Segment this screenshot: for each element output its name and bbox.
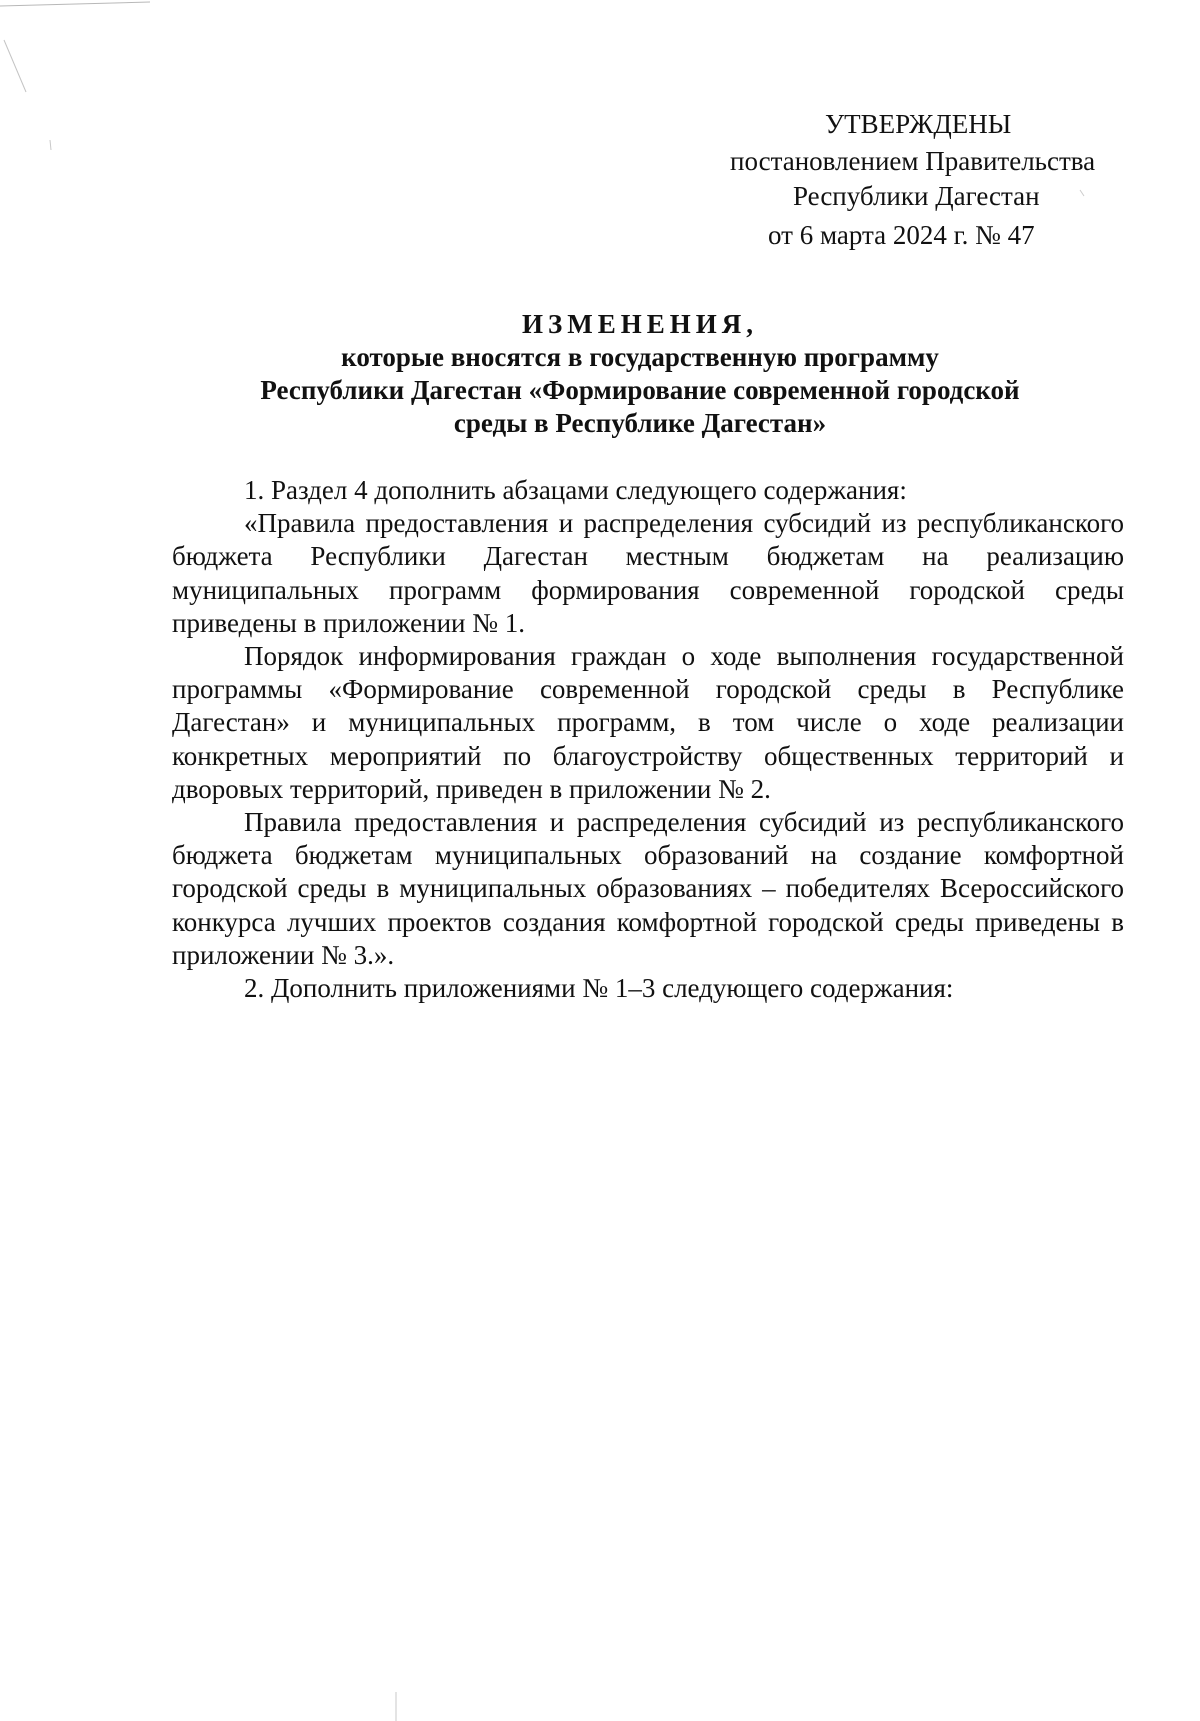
paragraph-4: Правила предоставления и распределения субсидий из республиканского бюджета бюджетам муниципальных образований на создание комфортной городской среды в муниципальных образованиях – победителях Всероссийского конкурса лучших проектов создания комфортной городской среды приведены в приложении № 3.». [172, 807, 1124, 970]
approval-date-number: от 6 марта 2024 г. № 47 [768, 220, 1035, 250]
paragraph-1: 1. Раздел 4 дополнить абзацами следующего содержания: [244, 475, 907, 505]
paragraph-2: «Правила предоставления и распределения субсидий из республиканского бюджета Республики Дагестан местным бюджетам на реализацию муниципальных программ формирования современной городской среды приведены в приложении № 1. [172, 508, 1124, 638]
approval-issuer-line1: постановлением Правительства [730, 146, 1096, 176]
paragraph-3: Порядок информирования граждан о ходе выполнения государственной программы «Формирование современной городской среды в Республике Дагестан» и муниципальных программ, в том числе о ходе реализации конкретных мероприятий по благоустройству общественных территорий и дворовых территорий, приведен в приложении № 2. [172, 641, 1124, 804]
document-body [172, 474, 1124, 1005]
approval-issuer-line2: Республики Дагестан [793, 181, 1040, 211]
document-subtitle-line3: среды в Республике Дагестан» [453, 408, 827, 438]
document-title: ИЗМЕНЕНИЯ, [521, 309, 758, 339]
approval-status: УТВЕРЖДЕНЫ [825, 109, 1012, 139]
paragraph-5: 2. Дополнить приложениями № 1–3 следующего содержания: [244, 973, 954, 1004]
document-subtitle-line2: Республики Дагестан «Формирование современной городской [260, 375, 1020, 405]
document-subtitle-line1: которые вносятся в государственную программу [341, 342, 939, 372]
document-heading [160, 308, 1120, 440]
